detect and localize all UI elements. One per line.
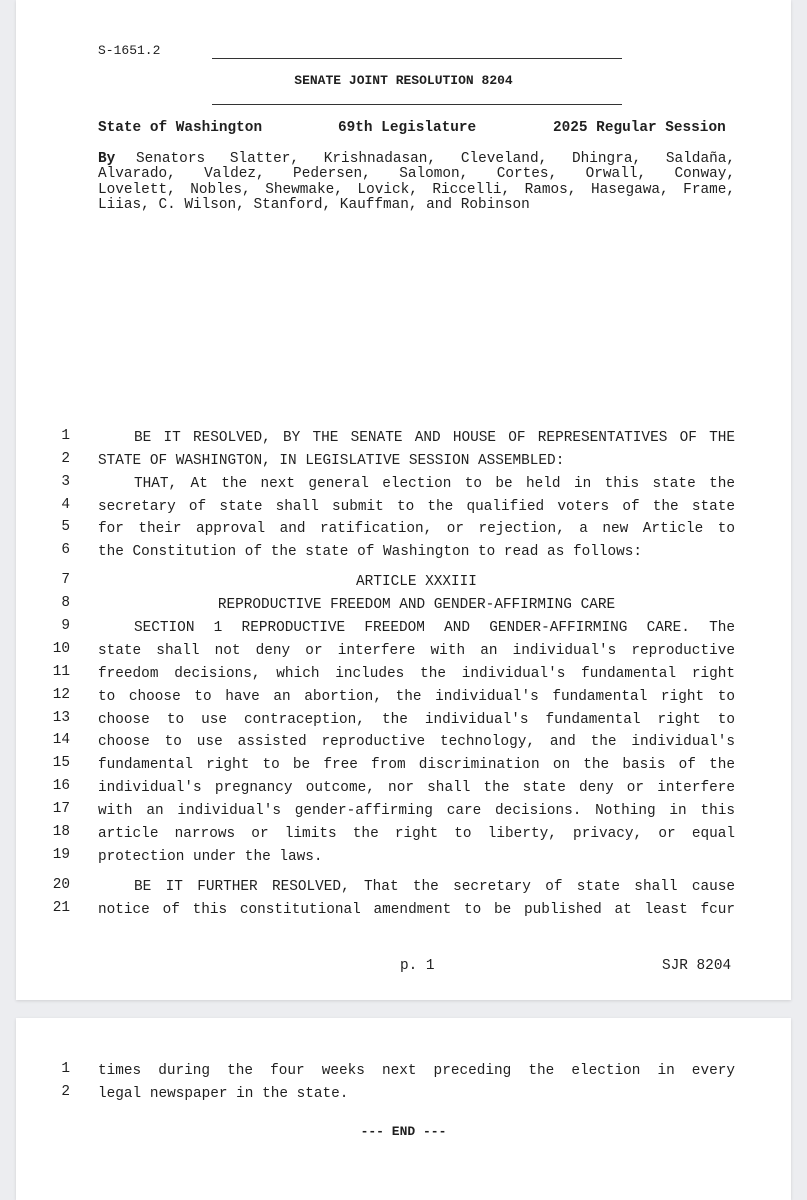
line-number: 2 xyxy=(61,1084,70,1100)
text-line: times during the four weeks next preceding the election in every xyxy=(98,1063,735,1079)
line-number: 9 xyxy=(61,618,70,634)
text-line: choose to use assisted reproductive technology, and the individual's xyxy=(98,734,735,750)
text-line: individual's pregnancy outcome, nor shall the state deny or interfere xyxy=(98,780,735,796)
line-number: 6 xyxy=(61,542,70,558)
line-number: 7 xyxy=(61,572,70,588)
line-number: 14 xyxy=(52,732,70,748)
text-line: SECTION 1 REPRODUCTIVE FREEDOM AND GENDER-AFFIRMING CARE. The xyxy=(134,620,735,636)
line-number: 19 xyxy=(52,847,70,863)
text-line: for their approval and ratification, or rejection, a new Article to xyxy=(98,521,735,537)
end-marker: --- END --- xyxy=(360,1124,447,1139)
line-number: 11 xyxy=(52,664,70,680)
sponsor-line: Lovelett, Nobles, Shewmake, Lovick, Riccelli, Ramos, Hasegawa, Frame, xyxy=(98,182,735,198)
text-line: notice of this constitutional amendment to be published at least fcur xyxy=(98,902,735,918)
line-number: 1 xyxy=(61,428,70,444)
bill-code: S-1651.2 xyxy=(98,43,161,58)
line-number: 18 xyxy=(52,824,70,840)
line-number: 15 xyxy=(52,755,70,771)
text-line: freedom decisions, which includes the individual's fundamental right xyxy=(98,666,735,682)
document-page-1 xyxy=(16,0,791,1000)
text-line: the Constitution of the state of Washington to read as follows: xyxy=(98,544,643,560)
sponsor-line: By Senators Slatter, Krishnadasan, Cleveland, Dhingra, Saldaña, xyxy=(98,151,735,167)
article-subheading: REPRODUCTIVE FREEDOM AND GENDER-AFFIRMING CARE xyxy=(217,597,616,613)
text-line: legal newspaper in the state. xyxy=(98,1086,349,1102)
line-number: 21 xyxy=(52,900,70,916)
text-line: THAT, At the next general election to be held in this state the xyxy=(134,476,735,492)
by-label: By xyxy=(98,151,116,167)
text-line: BE IT RESOLVED, BY THE SENATE AND HOUSE OF REPRESENTATIVES OF THE xyxy=(134,430,735,446)
text-line: state shall not deny or interfere with an individual's reproductive xyxy=(98,643,735,659)
text-line: protection under the laws. xyxy=(98,849,323,865)
legislature-label: 69th Legislature xyxy=(338,120,477,136)
resolution-title: SENATE JOINT RESOLUTION 8204 xyxy=(294,73,513,88)
page-number: p. 1 xyxy=(400,958,435,974)
text-line: BE IT FURTHER RESOLVED, That the secretary of state shall cause xyxy=(134,879,735,895)
line-number: 3 xyxy=(61,474,70,490)
line-number: 8 xyxy=(61,595,70,611)
line-number: 17 xyxy=(52,801,70,817)
text-line: STATE OF WASHINGTON, IN LEGISLATIVE SESSION ASSEMBLED: xyxy=(98,453,565,469)
header-rule-bottom xyxy=(212,104,622,105)
line-number: 1 xyxy=(61,1061,70,1077)
line-number: 16 xyxy=(52,778,70,794)
state-label: State of Washington xyxy=(98,120,263,136)
article-heading: ARTICLE XXXIII xyxy=(356,574,477,590)
text-line: fundamental right to be free from discrimination on the basis of the xyxy=(98,757,735,773)
text-line: choose to use contraception, the individual's fundamental right to xyxy=(98,712,735,728)
line-number: 13 xyxy=(52,710,70,726)
line-number: 20 xyxy=(52,877,70,893)
sponsor-line: Liias, C. Wilson, Stanford, Kauffman, and Robinson xyxy=(98,197,530,213)
document-page-2 xyxy=(16,1018,791,1200)
session-label: 2025 Regular Session xyxy=(553,120,726,136)
line-number: 2 xyxy=(61,451,70,467)
line-number: 12 xyxy=(52,687,70,703)
text-line: to choose to have an abortion, the individual's fundamental right to xyxy=(98,689,735,705)
line-number: 5 xyxy=(61,519,70,535)
sponsor-line: Alvarado, Valdez, Pedersen, Salomon, Cortes, Orwall, Conway, xyxy=(98,166,735,182)
line-number: 10 xyxy=(52,641,70,657)
text-line: with an individual's gender-affirming care decisions. Nothing in this xyxy=(98,803,735,819)
footer-bill-code: SJR 8204 xyxy=(662,958,732,974)
header-rule-top xyxy=(212,58,622,59)
text-line: secretary of state shall submit to the qualified voters of the state xyxy=(98,499,735,515)
text-line: article narrows or limits the right to liberty, privacy, or equal xyxy=(98,826,735,842)
line-number: 4 xyxy=(61,497,70,513)
